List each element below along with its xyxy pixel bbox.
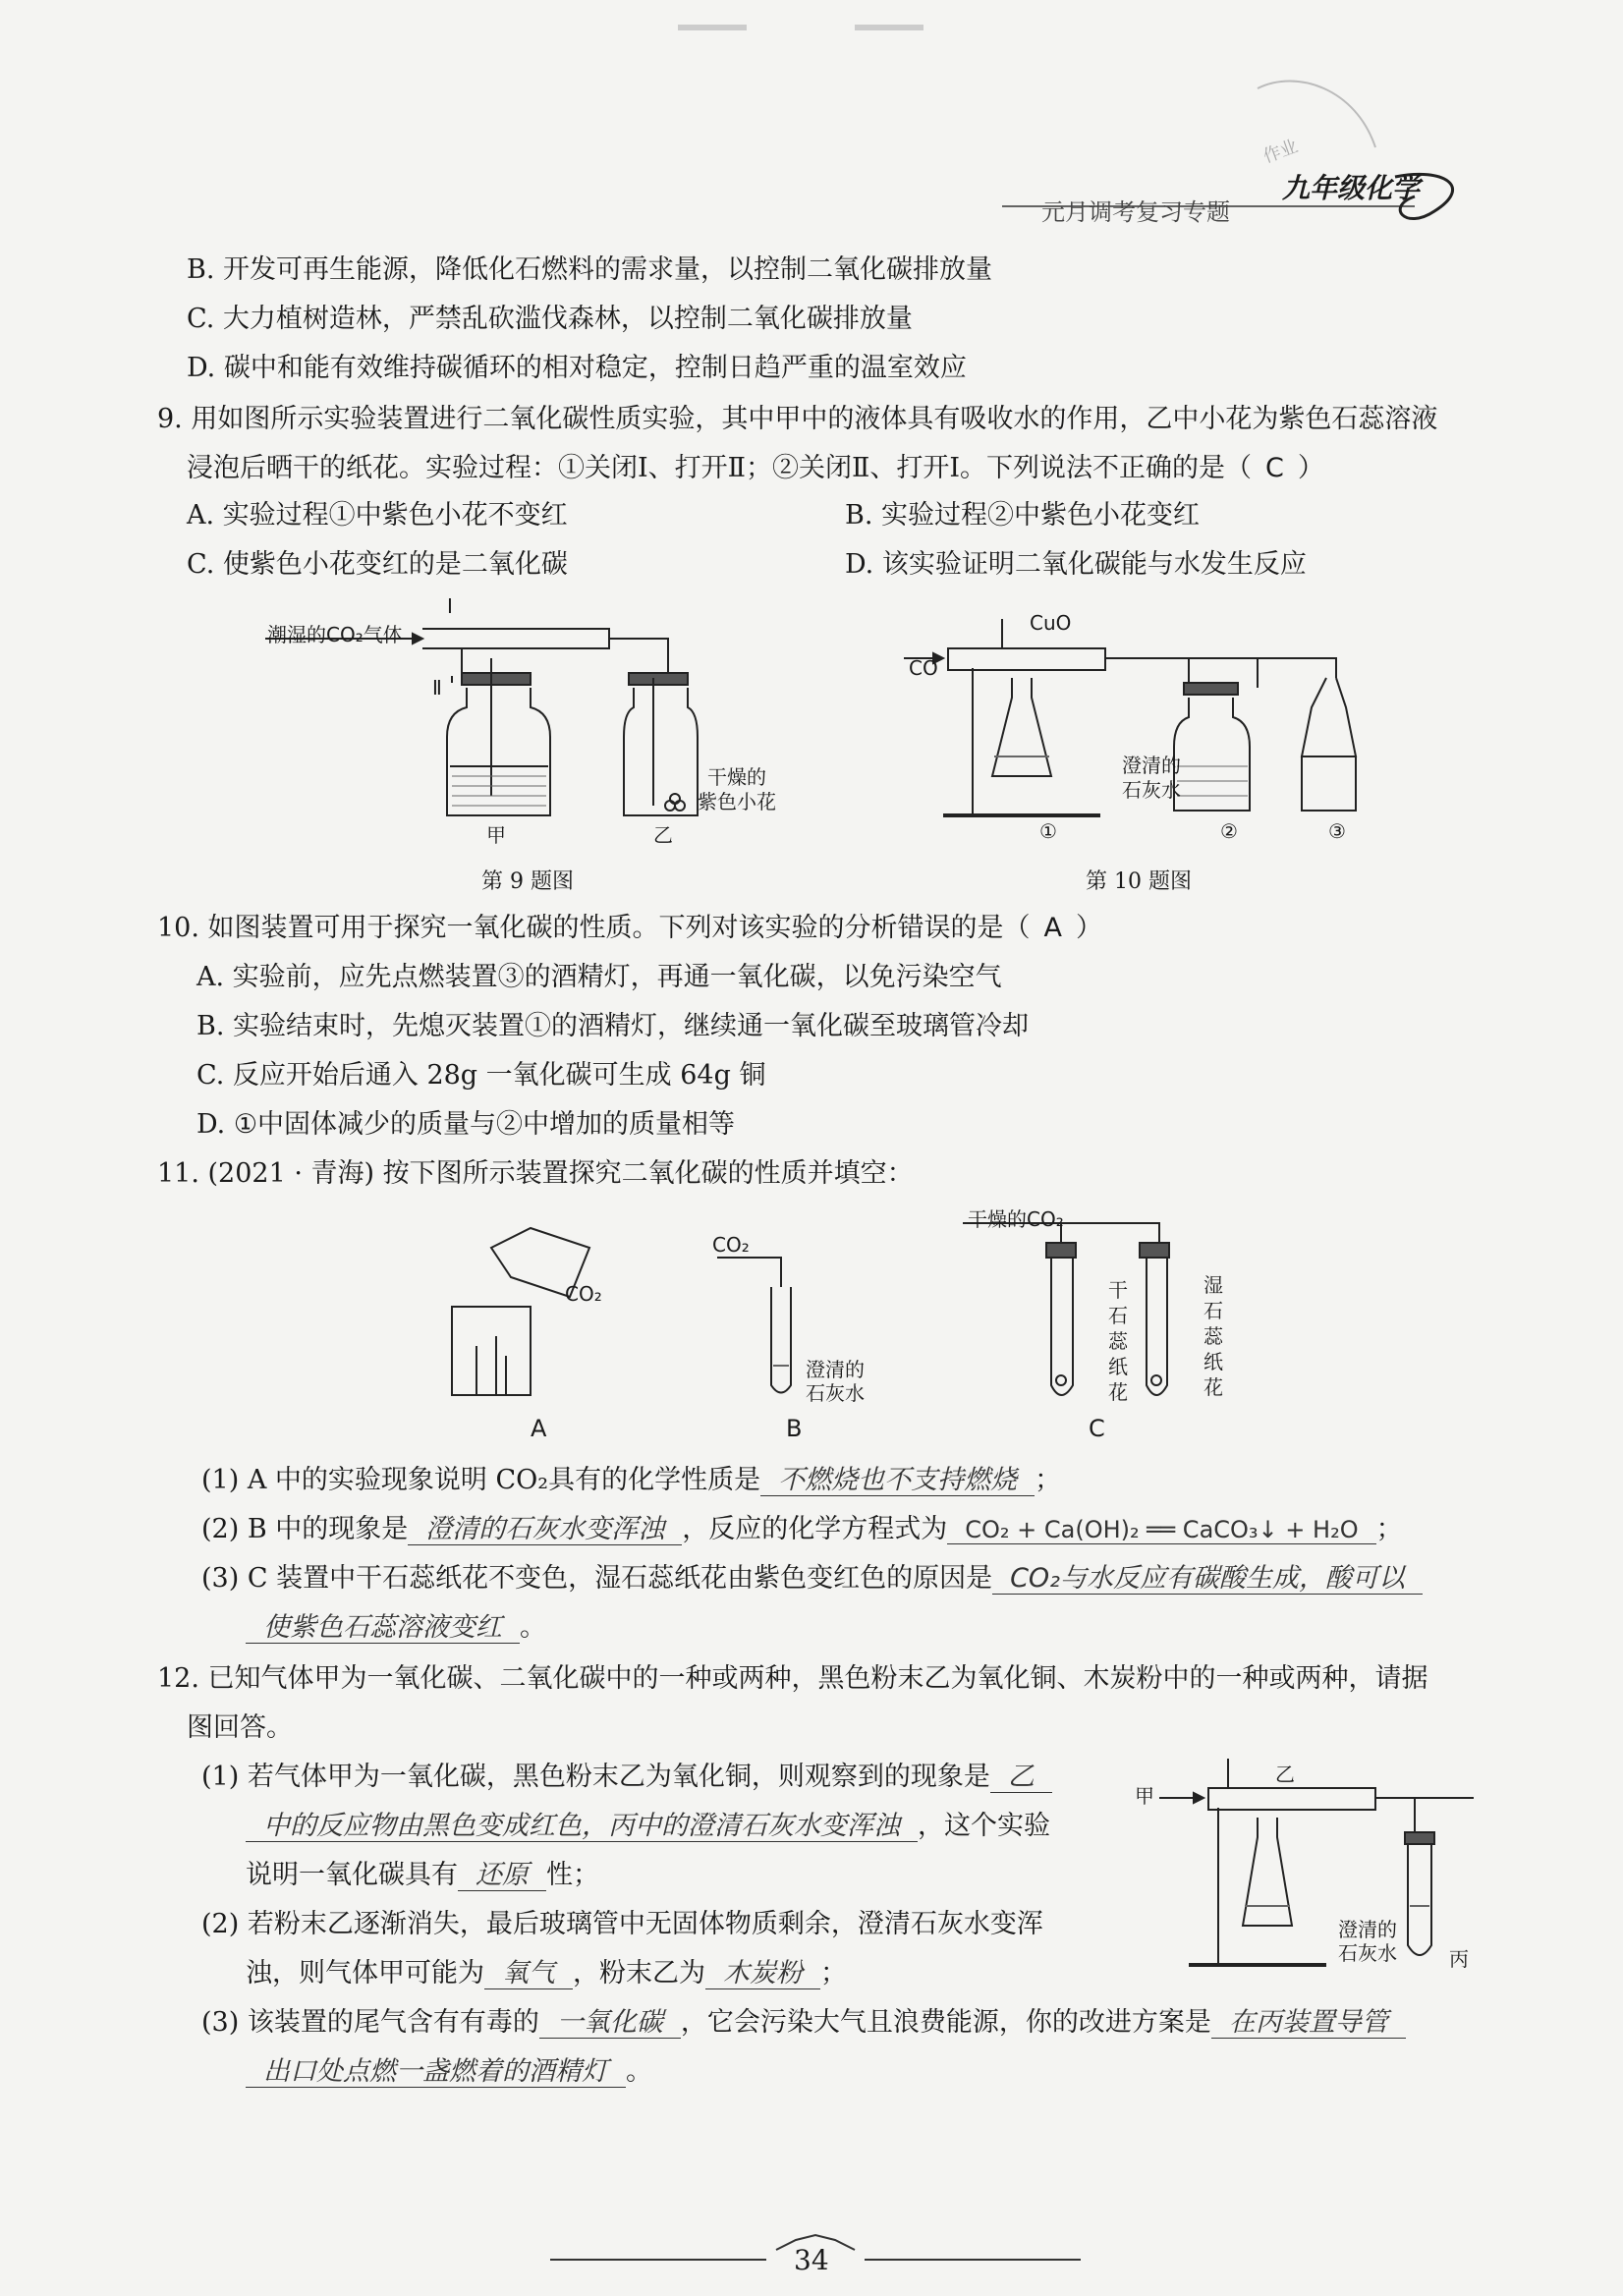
- q11-p2-post: ；: [1375, 1514, 1403, 1544]
- q11-p2-answer: 澄清的石灰水变浑浊: [408, 1514, 682, 1545]
- q11-p3-pre: (3) C 装置中干石蕊纸花不变色，湿石蕊纸花由紫色变红色的原因是: [201, 1563, 993, 1594]
- q11-stem: 11. (2021 · 青海) 按下图所示装置探究二氧化碳的性质并填空：: [157, 1158, 914, 1189]
- fig9-valve-1: Ⅰ: [447, 594, 453, 618]
- fig12-yi: 乙: [1275, 1763, 1295, 1786]
- fig11-wet-flower: 湿石蕊纸花: [1203, 1273, 1223, 1399]
- fig9-flower-label2: 紫色小花: [698, 790, 776, 813]
- q12-stem2: 图回答。: [187, 1712, 293, 1743]
- fig11-label-a: A: [531, 1415, 547, 1442]
- fig10-num-1: ①: [1039, 819, 1057, 843]
- q9-option-d: D. 该实验证明二氧化碳能与水发生反应: [845, 549, 1307, 580]
- q10-answer: A: [1043, 913, 1063, 943]
- q11-p2-pre: (2) B 中的现象是: [201, 1514, 409, 1544]
- q12-p3-post: 。: [626, 2056, 652, 2087]
- fig9-flower-label1: 干燥的: [707, 765, 766, 789]
- q10-option-d: D. ①中固体减少的质量与②中增加的质量相等: [196, 1109, 736, 1140]
- fig11-label-c: C: [1089, 1415, 1105, 1442]
- fig11-co2-bottle: CO₂: [565, 1282, 602, 1306]
- q11-part1: [201, 1464, 1061, 1497]
- fig9-caption: 第 9 题图: [481, 869, 574, 894]
- fig11-lime-label1: 澄清的: [806, 1358, 865, 1381]
- fig10-co: CO: [909, 656, 938, 680]
- fig12-lime-label2: 石灰水: [1338, 1941, 1397, 1965]
- q9-answer: C: [1265, 453, 1284, 483]
- q11-p3-post: 。: [520, 1612, 546, 1643]
- q9-option-a: A. 实验过程①中紫色小花不变红: [187, 500, 568, 531]
- page-number: 34: [794, 2244, 829, 2276]
- q9-stem-line2: [187, 452, 1324, 485]
- fig12-bing: 丙: [1449, 1947, 1469, 1971]
- fig10-caption: 第 10 题图: [1086, 869, 1192, 894]
- fig10-lime-label2: 石灰水: [1122, 778, 1181, 802]
- q12-p2-line2: 浊，则气体甲可能为: [246, 1958, 484, 1988]
- q12-p2-answer2: 木炭粉: [705, 1958, 820, 1989]
- fig11-dry-flower: 干石蕊纸花: [1108, 1278, 1128, 1404]
- q9-stem-line1: 9. 用如图所示实验装置进行二氧化碳性质实验，其中甲中的液体具有吸收水的作用，乙中小花为紫色石蕊溶液: [157, 404, 1438, 434]
- q11-part2: [201, 1513, 1403, 1546]
- q12-part1: [201, 1761, 1052, 1794]
- q12-p2-mid: ，粉末乙为: [573, 1958, 705, 1988]
- fig9-yi: 乙: [653, 823, 673, 847]
- q10-option-a: A. 实验前，应先点燃装置③的酒精灯，再通一氧化碳，以免污染空气: [196, 962, 1002, 992]
- q12-part2: (2) 若粉末乙逐渐消失，最后玻璃管中无固体物质剩余，澄清石灰水变浑: [201, 1909, 1043, 1939]
- q10-stem-text: 10. 如图装置可用于探究一氧化碳的性质。下列对该实验的分析错误的是（: [157, 913, 1031, 943]
- q12-part3-line2: [246, 2055, 652, 2089]
- q12-p1-mid: ，这个实验: [918, 1811, 1050, 1841]
- q11-p2-equation: CO₂ + Ca(OH)₂ ══ CaCO₃↓ + H₂O: [947, 1516, 1375, 1544]
- q12-p3-answer3: 出口处点燃一盏燃着的酒精灯: [246, 2056, 626, 2088]
- q12-part1-line3: [246, 1859, 599, 1892]
- fig11-co2-b: CO₂: [712, 1233, 750, 1257]
- fig9-jia: 甲: [486, 823, 506, 847]
- q11-p1-answer: 不燃烧也不支持燃烧: [760, 1465, 1035, 1496]
- q11-part3-cont: [246, 1611, 546, 1645]
- fig10-cuo: CuO: [1030, 611, 1072, 635]
- q12-part3: [201, 2006, 1406, 2040]
- q10-option-b: B. 实验结束时，先熄灭装置①的酒精灯，继续通一氧化碳至玻璃管冷却: [196, 1011, 1030, 1041]
- fig12-lime-label1: 澄清的: [1338, 1918, 1397, 1941]
- header-stamp: 作业: [1260, 136, 1302, 168]
- fig9-valve-2: Ⅱ: [432, 676, 442, 700]
- q12-p2-answer: 氧气: [484, 1958, 573, 1989]
- q12-p1-answer2: 中的反应物由黑色变成红色，丙中的澄清石灰水变浑浊: [246, 1811, 918, 1842]
- q9-option-b: B. 实验过程②中紫色小花变红: [845, 500, 1201, 531]
- fig10-num-3: ③: [1328, 819, 1346, 843]
- q10-close: ）: [1076, 913, 1103, 943]
- q11-p2-mid: ，反应的化学方程式为: [682, 1514, 948, 1544]
- q12-stem1: 12. 已知气体甲为一氧化碳、二氧化碳中的一种或两种，黑色粉末乙为氧化铜、木炭粉中的一种或两种，请据: [157, 1663, 1428, 1694]
- q12-p3-answer2: 在丙装置导管: [1211, 2007, 1406, 2039]
- q11-p3-answer2: 使紫色石蕊溶液变红: [246, 1612, 520, 1644]
- q11-p1-post: ；: [1035, 1465, 1062, 1495]
- q12-p1-post: 性；: [546, 1860, 599, 1890]
- fig11-label-b: B: [786, 1415, 803, 1442]
- fig12-apparatus: [1130, 1759, 1483, 1975]
- fig10-lime-label1: 澄清的: [1122, 754, 1181, 777]
- book-title: 九年级化学: [1282, 172, 1421, 204]
- q11-p3-answer: CO₂与水反应有碳酸生成，酸可以: [992, 1563, 1423, 1595]
- fig12-jia: 甲: [1135, 1784, 1154, 1808]
- q12-p3-answer: 一氧化碳: [539, 2007, 681, 2039]
- q12-p3-mid: ，它会污染大气且浪费能源，你的改进方案是: [680, 2007, 1211, 2038]
- q11-part3: [201, 1562, 1423, 1596]
- fig11-lime-label2: 石灰水: [806, 1381, 865, 1405]
- q9-option-c: C. 使紫色小花变红的是二氧化碳: [187, 549, 568, 580]
- q12-p3-pre: (3) 该装置的尾气含有有毒的: [201, 2007, 539, 2038]
- header-subtitle: 元月调考复习专题: [1041, 198, 1230, 226]
- q9-stem2-text: 浸泡后晒干的纸花。实验过程：①关闭Ⅰ、打开Ⅱ；②关闭Ⅱ、打开Ⅰ。下列说法不正确的是（: [187, 453, 1253, 483]
- fig10-num-2: ②: [1220, 819, 1238, 843]
- q12-p2-post: ；: [820, 1958, 847, 1988]
- q10-stem: [157, 912, 1102, 945]
- q12-part1-line2: [246, 1810, 1050, 1843]
- q10-option-c: C. 反应开始后通入 28g 一氧化碳可生成 64g 铜: [196, 1060, 766, 1091]
- q8-option-b: B. 开发可再生能源，降低化石燃料的需求量，以控制二氧化碳排放量: [187, 254, 993, 285]
- fig11-dry-co2: 干燥的CO₂: [968, 1207, 1064, 1231]
- q12-p1-line3: 说明一氧化碳具有: [246, 1860, 458, 1890]
- q12-p1-pre: (1) 若气体甲为一氧化碳，黑色粉末乙为氧化铜，则观察到的现象是: [201, 1762, 990, 1792]
- q12-p1-answer3: 还原: [458, 1860, 546, 1891]
- q9-close: ）: [1297, 453, 1324, 483]
- q8-option-d: D. 碳中和能有效维持碳循环的相对稳定，控制日趋严重的温室效应: [187, 353, 967, 383]
- q8-option-c: C. 大力植树造林，严禁乱砍滥伐森林，以控制二氧化碳排放量: [187, 304, 913, 334]
- q11-p1-pre: (1) A 中的实验现象说明 CO₂具有的化学性质是: [201, 1465, 761, 1495]
- q12-part2-line2: [246, 1957, 847, 1990]
- fig9-gas-label: 潮湿的CO₂气体: [267, 623, 403, 646]
- q12-p1-answer: 乙: [990, 1762, 1052, 1793]
